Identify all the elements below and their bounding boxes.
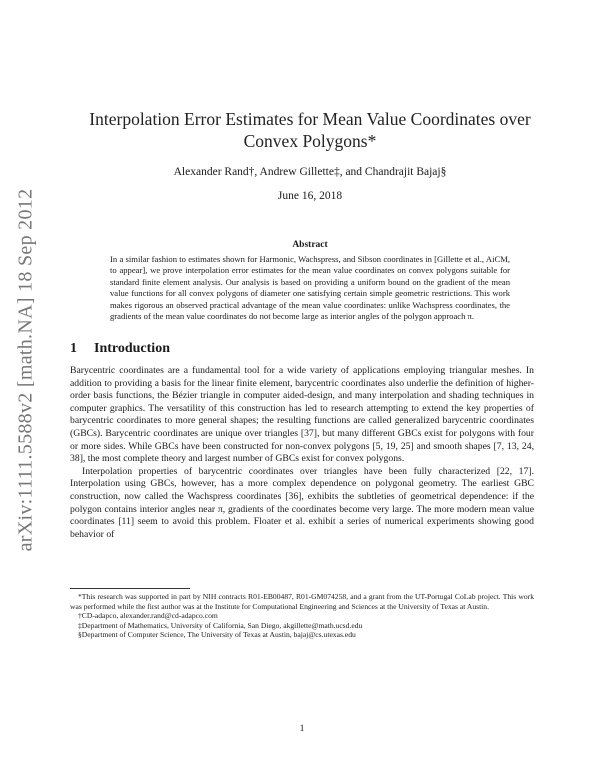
author-list: Alexander Rand†, Andrew Gillette‡, and Chandrajit Bajaj§ [173,166,447,178]
paper-date: June 16, 2018 [277,190,343,202]
section-body [70,365,534,541]
arxiv-sidebar [12,180,40,560]
section-heading [70,341,550,357]
page-number: 1 [299,723,305,734]
body-paragraph: Interpolation properties of barycentric coordinates over triangles have been fully characterized [22, 17]. Interpolation using GBCs, however, has a more complex dependence on polygonal geometry. The earliest GBC construction, now called the Wachspress coordinates [36], exhibits the subtleties of geometrical dependence: if the polygon contains interior angles near π, gradients of the coordinates become very large. The more modern mean value coordinates [11] seem to avoid this problem. Floater et al. exhibit a series of numerical experiments showing good behavior of [70,465,534,540]
footnote: †CD-adapco, alexander.rand@cd-adapco.com [78,611,218,621]
footnote: §Department of Computer Science, The University of Texas at Austin, bajaj@cs.utexas.edu [78,630,356,640]
footnotes [70,592,534,640]
arxiv-identifier: arXiv:1111.5588v2 [math.NA] 18 Sep 2012 [14,188,37,552]
body-paragraph: Barycentric coordinates are a fundamental tool for a wide variety of applications employing triangular meshes. In addition to providing a basis for the linear finite element, barycentric coordinates also underlie the definition of higher-order basis functions, the Bézier triangle in computer aided-design, and many interpolation and shading techniques in computer graphics. The versatility of this construction has led to research attempting to extend the key properties of barycentric coordinates to more general shapes; the resulting functions are called generalized barycentric coordinates (GBCs). Barycentric coordinates are unique over triangles [37], but many different GBCs exist for polygons with four or more sides. While GBCs have been constructed for non-convex polygons [5, 19, 25] and smooth shapes [7, 13, 24, 38], the most complete theory and largest number of GBCs exist for convex polygons. [70,365,534,465]
section-number: 1 [70,341,77,356]
abstract-text: In a similar fashion to estimates shown for Harmonic, Wachspress, and Sibson coordinates in [Gillette et al., AiCM, to appear], we prove interpolation error estimates for the mean value coordinates on convex polygons suitable for standard finite element analysis. Our analysis is based on providing a uniform bound on the gradient of the mean value functions for all convex polygons of diameter one satisfying certain simple geometric restrictions. This work makes rigorous an observed practical advantage of the mean value coordinates: unlike Wachspress coordinates, the gradients of the mean value coordinates do not become large as interior angles of the polygon approach π. [110,254,510,322]
paper-title: Interpolation Error Estimates for Mean Value Coordinates over Convex Polygons* [89,109,531,151]
footnote-rule [70,588,190,589]
section-title: Introduction [94,341,170,356]
footnote: ‡Department of Mathematics, University of California, San Diego, akgillette@math.ucsd.edu [78,620,363,630]
abstract-heading: Abstract [292,240,328,250]
footnote: *This research was supported in part by NIH contracts R01-EB00487, R01-GM074258, and a grant from the UT-Portugal CoLab project. This work was performed while the first author was at the Institute for Computational Engineering and Sciences at the University of Texas at Austin. [70,592,534,611]
